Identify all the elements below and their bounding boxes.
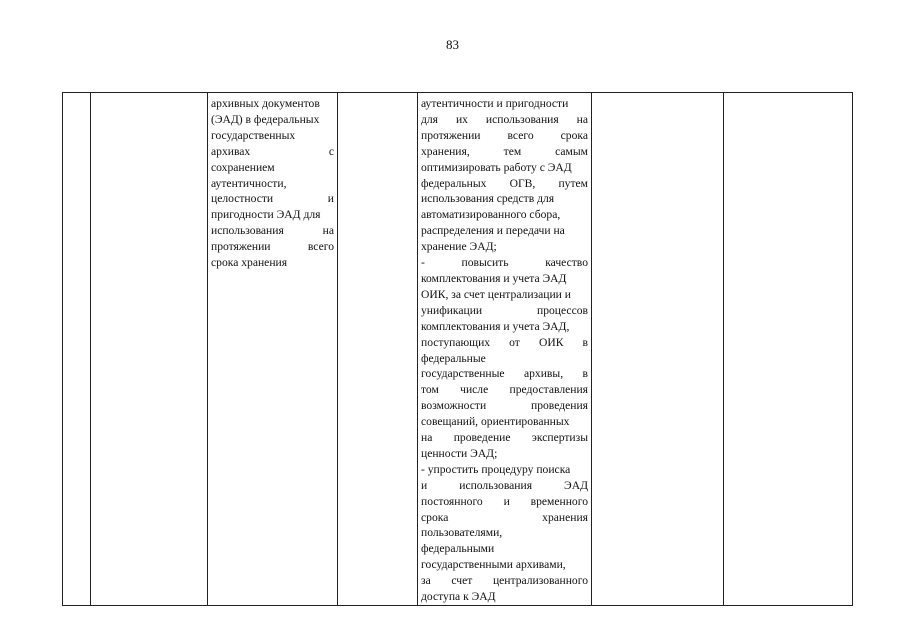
column5-line: аутентичности и пригодности	[421, 97, 569, 110]
column3-text	[208, 93, 337, 271]
column5-line: - повысить качество	[421, 256, 588, 270]
column3-line: аутентичности,	[211, 176, 287, 190]
column3-line: (ЭАД) в федеральных	[211, 112, 320, 126]
column5-line: использования средств для	[421, 192, 555, 206]
column3-line: архивах с	[211, 144, 334, 158]
column3-line: государственных	[211, 128, 296, 142]
document-table	[62, 92, 853, 606]
table-cell-col3	[208, 93, 338, 606]
table-cell-col2	[91, 93, 208, 606]
column5-line: автоматизированного сбора,	[421, 208, 561, 222]
column5-line: федеральными	[421, 542, 495, 556]
column5-line: комплектования и учета ЭАД,	[421, 319, 570, 333]
column3-line: пригодности ЭАД для	[211, 208, 321, 222]
table-cell-col6	[592, 93, 724, 606]
column5-line: распределения и передачи на	[421, 224, 565, 238]
table-cell-col4	[338, 93, 418, 606]
column5-line: за счет централизованного	[421, 574, 588, 588]
column3-line: использования на	[211, 224, 334, 238]
column3-line: целостности и	[211, 192, 334, 206]
column5-line: пользователями,	[421, 526, 503, 540]
page-number: 83	[446, 37, 459, 52]
column5-line: протяжении всего срока	[421, 128, 588, 142]
column5-line: доступа к ЭАД	[421, 590, 496, 604]
table-cell-col7	[724, 93, 853, 606]
column5-line: ОИК, за счет централизации и	[421, 287, 571, 301]
column3-line: протяжении всего	[211, 240, 334, 254]
column5-line: федеральные	[421, 351, 486, 365]
column3-line: сохранением	[211, 160, 275, 174]
column5-line: государственные архивы, в	[421, 367, 588, 381]
column5-line: срока хранения	[421, 510, 588, 524]
column5-line: унификации процессов	[421, 303, 588, 317]
column5-line: возможности проведения	[421, 399, 588, 413]
table-cell-col1	[63, 93, 91, 606]
column5-line: хранение ЭАД;	[421, 240, 497, 254]
column5-line: государственными архивами,	[421, 558, 566, 572]
column5-line: - упростить процедуру поиска	[421, 462, 571, 476]
column3-line: срока хранения	[211, 256, 288, 270]
column5-line: ценности ЭАД;	[421, 446, 498, 460]
column5-line: федеральных ОГВ, путем	[421, 176, 588, 190]
column3-line: архивных документов	[211, 97, 320, 110]
column5-line: совещаний, ориентированных	[421, 415, 570, 429]
column5-line: на проведение экспертизы	[421, 431, 588, 445]
column5-line: оптимизировать работу с ЭАД	[421, 160, 572, 174]
column5-line: для их использования на	[421, 112, 588, 126]
table-row	[63, 93, 853, 606]
column5-line: комплектования и учета ЭАД	[421, 271, 567, 285]
column5-line: постоянного и временного	[421, 494, 588, 508]
column5-line: том числе предоставления	[421, 383, 588, 397]
column5-line: хранения, тем самым	[421, 144, 588, 158]
column5-line: поступающих от ОИК в	[421, 335, 588, 349]
table-cell-col5	[418, 93, 592, 606]
column5-line: и использования ЭАД	[421, 478, 588, 492]
column5-text	[418, 93, 591, 605]
